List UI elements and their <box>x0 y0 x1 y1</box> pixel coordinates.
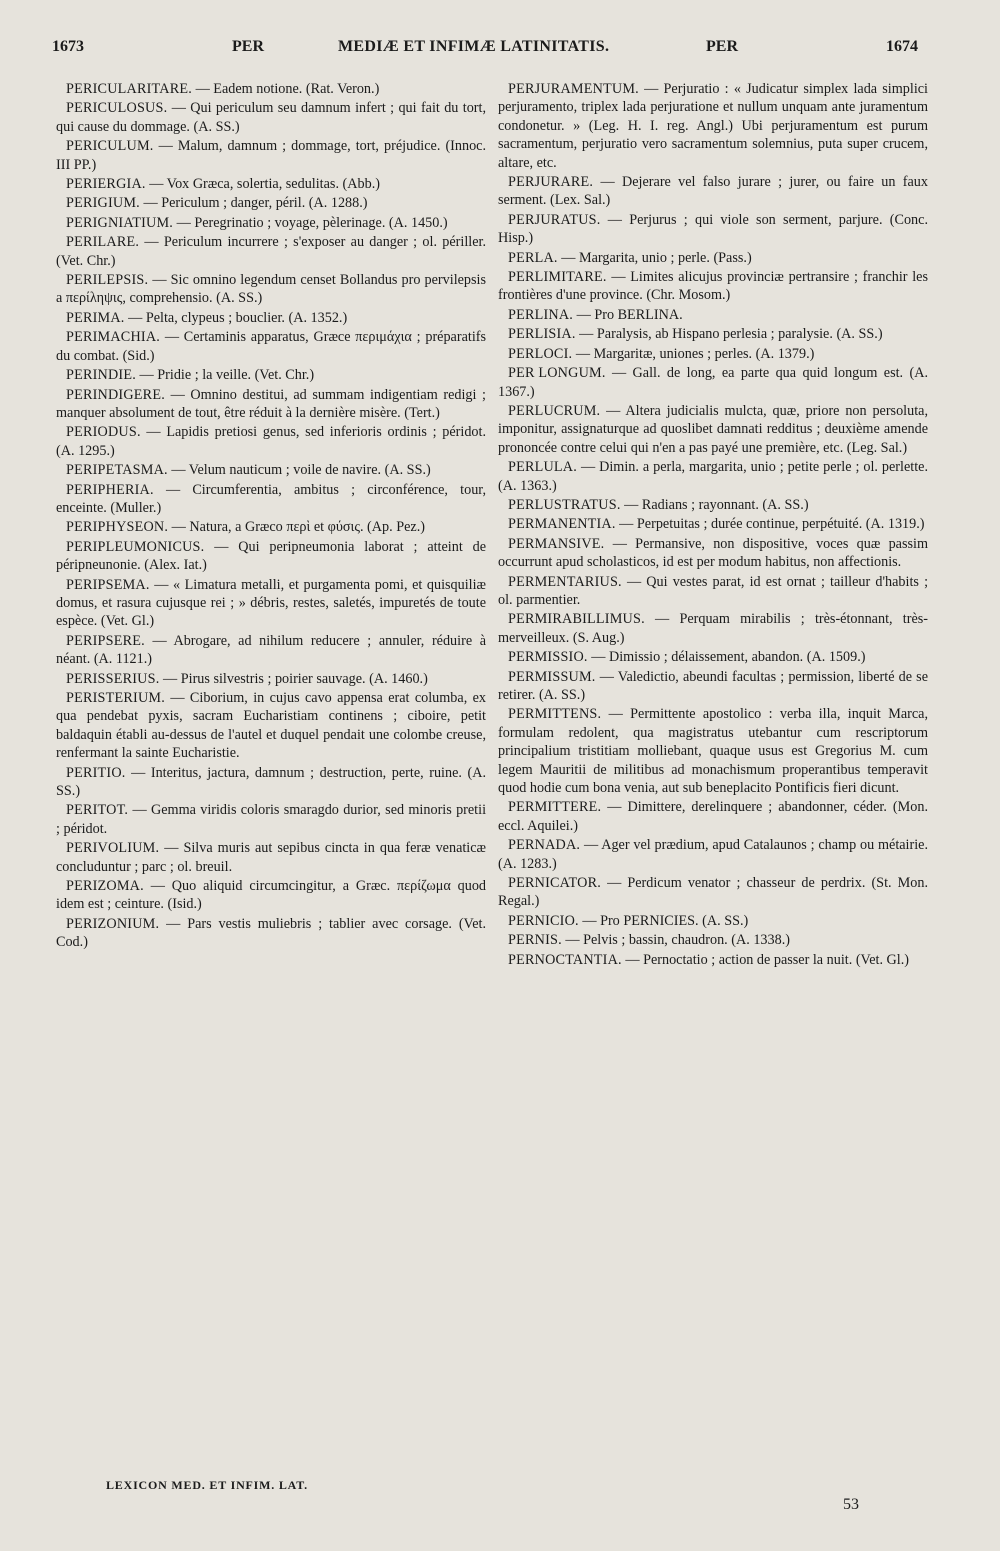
entry-headword: PERNICATOR. <box>508 875 601 892</box>
dictionary-entry <box>56 99 486 136</box>
entry-definition: — Perjuratio : « Judicatur simplex lada simplici perjuramento, triplex lada perjuratione et nullum unquam ante juramentum condonetur. » (Leg. H. I. reg. Angl.) Ubi perjuramentum est purum sacramentum, perjuratio vero sacramentum solemnius, puta super crucem, altare, etc. <box>498 81 929 171</box>
entry-definition: — Dejerare vel falso jurare ; jurer, ou faire un faux serment. (Lex. Sal.) <box>498 174 928 209</box>
entry-headword: PERMIRABILLIMUS. <box>508 611 645 628</box>
entry-definition: — Pirus silvestris ; poirier sauvage. (A. 1460.) <box>163 670 428 687</box>
entry-headword: PERMISSIO. <box>508 649 588 666</box>
entry-headword: PERLISIA. <box>508 326 576 343</box>
dictionary-entry <box>498 173 928 210</box>
entry-definition: — Interitus, jactura, damnum ; destruction, perte, ruine. (A. SS.) <box>56 764 487 800</box>
dictionary-entry <box>56 801 486 838</box>
entry-definition: — Periculum ; danger, péril. (A. 1288.) <box>143 195 368 212</box>
entry-headword: PERLOCI. <box>508 345 573 362</box>
entry-headword: PERLULA. <box>508 459 577 476</box>
entry-definition: — Perquam mirabilis ; très-étonnant, très-merveilleux. (S. Aug.) <box>498 611 928 646</box>
entry-headword: PERIPHERIA. <box>66 481 154 498</box>
entry-definition: — Ciborium, in cujus cavo appensa erat columba, ex qua pendebat pyxis, sacram Eucharistiam continens ; ciboire, petit baldaquin établi au-dessus de l'autel et duquel pendait une colombe creuse, renfermant la sainte Eucharistie. <box>56 690 487 762</box>
entry-definition: — Dimissio ; délaissement, abandon. (A. 1509.) <box>591 649 866 666</box>
dictionary-entry <box>498 249 928 267</box>
dictionary-entry <box>56 481 486 518</box>
dictionary-entry <box>56 271 486 308</box>
entry-definition: — Margaritæ, uniones ; perles. (A. 1379.) <box>575 345 815 362</box>
dictionary-entry <box>498 515 928 533</box>
dictionary-entry <box>498 268 928 305</box>
entry-definition: — Lapidis pretiosi genus, sed inferioris ordinis ; péridot. (A. 1295.) <box>56 424 486 459</box>
dictionary-entry <box>498 874 928 911</box>
entry-headword: PERIPLEUMONICUS. <box>66 538 205 555</box>
dictionary-entry <box>56 576 486 631</box>
dictionary-entry <box>498 836 928 873</box>
entry-definition: — Permansive, non dispositive, voces quæ passim occurrunt apud scholasticos, id est per modum habitus, non affectionis. <box>498 535 929 571</box>
dictionary-entry <box>56 137 486 174</box>
entry-headword: PERITIO. <box>66 764 126 781</box>
entry-headword: PERILARE. <box>66 234 140 251</box>
dictionary-entry <box>56 839 486 876</box>
entry-headword: PERJURATUS. <box>508 211 601 228</box>
dictionary-entry <box>498 951 928 969</box>
entry-headword: PERMISSUM. <box>508 668 596 685</box>
entry-headword: PERICULOSUS. <box>66 100 168 117</box>
entry-headword: PERIPETASMA. <box>66 462 168 479</box>
dictionary-entry <box>56 386 486 423</box>
entry-definition: — Qui periculum seu damnum infert ; qui fait du tort, qui cause du dommage. (A. SS.) <box>56 100 487 135</box>
entry-headword: PERIVOLIUM. <box>66 840 160 857</box>
entry-definition: — Dimin. a perla, margarita, unio ; petite perle ; ol. perlette. (A. 1363.) <box>498 459 928 494</box>
dictionary-entry <box>498 931 928 949</box>
entry-definition: — Ager vel prædium, apud Catalaunos ; champ ou métairie. (A. 1283.) <box>498 837 929 872</box>
entry-definition: — Gall. de long, ea parte qua quid longum est. (A. 1367.) <box>498 365 929 400</box>
dictionary-entry <box>498 496 928 514</box>
entry-definition: — Altera judicialis mulcta, quæ, priore non persoluta, imponitur, assignaturque ad quoslibet damnati redditus ; deuxième amende prononcée contre celui qui n'en a pas payé une première, etc. (Leg. Sal.) <box>498 402 928 456</box>
entry-headword: PERLINA. <box>508 306 574 323</box>
entry-definition: — Peregrinatio ; voyage, pèlerinage. (A. 1450.) <box>176 214 448 231</box>
entry-definition: — Perdicum venator ; chasseur de perdrix. (St. Mon. Regal.) <box>498 875 928 910</box>
dictionary-entry <box>498 648 928 666</box>
entry-headword: PERIZOMA. <box>66 878 144 895</box>
entry-headword: PERICULARITARE. <box>66 81 193 97</box>
entry-headword: PERIGNIATIUM. <box>66 214 174 231</box>
footer-signature: LEXICON MED. ET INFIM. LAT. <box>106 1478 308 1492</box>
entry-headword: PERJURARE. <box>508 174 594 191</box>
dictionary-entry <box>498 668 928 705</box>
entry-headword: PERISTERIUM. <box>66 690 165 706</box>
entry-headword: PERIPSERE. <box>66 632 145 649</box>
entry-definition: — Paralysis, ab Hispano perlesia ; paralysie. (A. SS.) <box>579 326 883 343</box>
entry-definition: — Malum, damnum ; dommage, tort, préjudice. (Innoc. III PP.) <box>56 138 487 173</box>
entry-headword: PERIPSEMA. <box>66 576 150 593</box>
dictionary-entry <box>498 80 928 172</box>
dictionary-entry <box>56 233 486 270</box>
entry-headword: PERIERGIA. <box>66 176 146 193</box>
dictionary-entry <box>56 461 486 479</box>
entry-definition: — Pridie ; la veille. (Vet. Chr.) <box>139 367 315 384</box>
entry-definition: — Certaminis apparatus, Græce περιμάχια ; préparatifs du combat. (Sid.) <box>56 329 487 364</box>
entry-headword: PERLUCRUM. <box>508 402 601 419</box>
dictionary-entry <box>56 670 486 688</box>
entry-headword: PERMENTARIUS. <box>508 573 622 590</box>
right-column <box>498 80 928 970</box>
dictionary-entry <box>498 211 928 248</box>
entry-definition: — Margarita, unio ; perle. (Pass.) <box>561 249 752 266</box>
dictionary-entry <box>498 798 928 835</box>
entry-definition: — Qui vestes parat, id est ornat ; tailleur d'habits ; ol. parmentier. <box>498 573 929 608</box>
dictionary-entry <box>56 538 486 575</box>
dictionary-entry <box>498 306 928 324</box>
entry-definition: — Pernoctatio ; action de passer la nuit. (Vet. Gl.) <box>625 951 910 968</box>
entry-definition: — Qui peripneumonia laborat ; atteint de péripneunonie. (Alex. Iat.) <box>56 538 486 574</box>
dictionary-entry <box>498 912 928 930</box>
entry-headword: PERICULUM. <box>66 138 154 155</box>
entry-definition: — Omnino destitui, ad summam indigentiam redigi ; manquer absolument de tout, être réduit à la dernière misère. (Tert.) <box>56 386 487 421</box>
dictionary-entry <box>56 764 486 801</box>
dictionary-entry <box>56 518 486 536</box>
entry-definition: — Velum nauticum ; voile de navire. (A. SS.) <box>171 462 431 479</box>
entry-headword: PERNICIO. <box>508 912 579 929</box>
entry-headword: PERMITTERE. <box>508 799 602 816</box>
entry-headword: PERIODUS. <box>66 424 141 441</box>
dictionary-entry <box>56 689 486 763</box>
left-column <box>56 80 486 953</box>
entry-definition: — Pro PERNICIES. (A. SS.) <box>582 912 749 929</box>
entry-headword: PERIGIUM. <box>66 195 140 212</box>
left-guide-word: PER <box>232 38 264 55</box>
dictionary-entry <box>56 423 486 460</box>
entry-headword: PERIMACHIA. <box>66 329 161 346</box>
entry-definition: — Pro BERLINA. <box>576 306 683 323</box>
entry-definition: — Limites alicujus provinciæ pertransire ; franchir les frontières d'une province. (Chr. Mosom.) <box>498 269 928 304</box>
right-column-number: 1674 <box>886 38 918 55</box>
entry-definition: — Circumferentia, ambitus ; circonférence, tour, enceinte. (Muller.) <box>56 481 486 516</box>
entry-definition: — Perjurus ; qui viole son serment, parjure. (Conc. Hisp.) <box>498 211 928 247</box>
entry-headword: PERIPHYSEON. <box>66 519 169 536</box>
entry-definition: — Periculum incurrere ; s'exposer au danger ; ol. périller. (Vet. Chr.) <box>56 234 486 269</box>
entry-headword: PER LONGUM. <box>508 365 606 382</box>
entry-headword: PERJURAMENTUM. <box>508 81 639 97</box>
entry-definition: — Permittente apostolico : verba illa, inquit Marca, formulam redolent, qua magistratus utebantur cum rescriptorum principalium tristitiam molliebant, quaque usus est Gregorius M. cum legem Mauritii de militibus ad monachismum properantibus temperavit quod hodie cum bona venia, aut sub beneplacito Pontificis fieri dicunt. <box>498 706 928 797</box>
entry-definition: — Vox Græca, solertia, sedulitas. (Abb.) <box>149 176 380 193</box>
dictionary-entry <box>56 366 486 384</box>
entry-headword: PERILEPSIS. <box>66 272 149 289</box>
dictionary-entry <box>56 194 486 212</box>
entry-headword: PERIZONIUM. <box>66 915 160 932</box>
entry-definition: — Abrogare, ad nihilum reducere ; annuler, réduire à néant. (A. 1121.) <box>56 632 487 668</box>
dictionary-entry <box>56 877 486 914</box>
dictionary-entry <box>56 328 486 365</box>
dictionary-entry <box>56 632 486 669</box>
entry-definition: — Pelta, clypeus ; bouclier. (A. 1352.) <box>128 309 348 326</box>
dictionary-entry <box>498 345 928 363</box>
entry-headword: PERMANSIVE. <box>508 535 605 552</box>
entry-headword: PERINDIE. <box>66 367 136 384</box>
entry-definition: — Natura, a Græco περὶ et φύσις. (Ap. Pez.) <box>171 519 425 536</box>
left-column-number: 1673 <box>52 38 84 55</box>
dictionary-entry <box>498 364 928 401</box>
entry-headword: PERIMA. <box>66 309 125 326</box>
dictionary-entry <box>56 175 486 193</box>
dictionary-entry <box>498 325 928 343</box>
entry-definition: — Dimittere, derelinquere ; abandonner, céder. (Mon. eccl. Aquilei.) <box>498 799 928 834</box>
right-guide-word: PER <box>706 38 738 55</box>
entry-definition: — Perpetuitas ; durée continue, perpétuité. (A. 1319.) <box>619 516 925 533</box>
running-title: MEDIÆ ET INFIMÆ LATINITATIS. <box>338 38 610 55</box>
entry-headword: PERLA. <box>508 249 558 266</box>
page-number: 53 <box>843 1496 859 1513</box>
dictionary-entry <box>56 915 486 952</box>
entry-headword: PERLIMITARE. <box>508 269 607 286</box>
entry-headword: PERNOCTANTIA. <box>508 951 622 968</box>
entry-definition: — Radians ; rayonnant. (A. SS.) <box>624 496 809 513</box>
entry-headword: PERLUSTRATUS. <box>508 496 621 513</box>
dictionary-entry <box>56 80 486 98</box>
entry-definition: — Eadem notione. (Rat. Veron.) <box>195 81 380 97</box>
dictionary-entry <box>498 705 928 797</box>
dictionary-entry <box>498 535 928 572</box>
entry-definition: — « Limatura metalli, et purgamenta pomi, et quisquiliæ domus, et rasura cujusque rei ; » débris, restes, saletés, impuretés de toute espèce. (Vet. Gl.) <box>56 576 487 630</box>
entry-headword: PERISSERIUS. <box>66 670 160 687</box>
entry-definition: — Pars vestis muliebris ; tablier avec corsage. (Vet. Cod.) <box>56 915 486 951</box>
dictionary-entry <box>498 610 928 647</box>
entry-headword: PERINDIGERE. <box>66 386 165 403</box>
dictionary-entry <box>498 573 928 610</box>
dictionary-entry <box>56 214 486 232</box>
dictionary-entry <box>498 458 928 495</box>
entry-definition: — Valedictio, abeundi facultas ; permission, liberté de se retirer. (A. SS.) <box>498 668 928 703</box>
dictionary-entry <box>56 309 486 327</box>
entry-headword: PERITOT. <box>66 802 129 819</box>
entry-definition: — Gemma viridis coloris smaragdo durior, sed minoris pretii ; péridot. <box>56 802 487 837</box>
entry-headword: PERNIS. <box>508 932 562 949</box>
entry-definition: — Quo aliquid circumcingitur, a Græc. περίζωμα quod idem est ; ceinture. (Isid.) <box>56 878 487 913</box>
entry-definition: — Pelvis ; bassin, chaudron. (A. 1338.) <box>565 932 790 949</box>
entry-definition: — Sic omnino legendum censet Bollandus pro pervilepsis a περίληψις, comprehensio. (A. SS.) <box>56 272 487 307</box>
entry-headword: PERMITTENS. <box>508 706 602 723</box>
entry-headword: PERNADA. <box>508 837 581 854</box>
entry-headword: PERMANENTIA. <box>508 516 616 533</box>
entry-definition: — Silva muris aut sepibus cincta in qua feræ venaticæ concluduntur ; parc ; ol. breuil. <box>56 840 487 875</box>
running-header <box>0 38 1000 68</box>
dictionary-entry <box>498 402 928 457</box>
